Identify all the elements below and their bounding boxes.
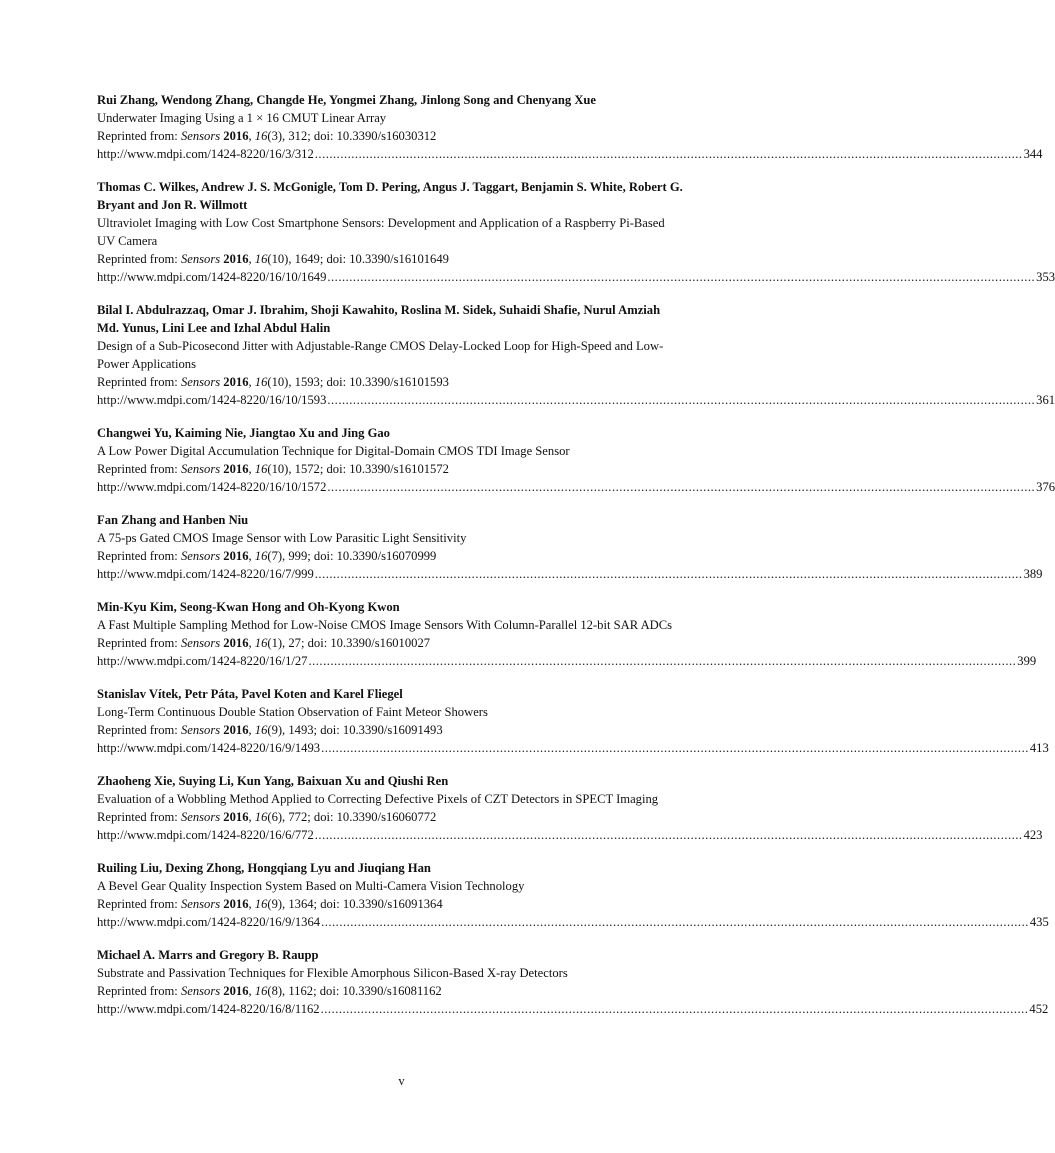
entry-url[interactable]: http://www.mdpi.com/1424-8220/16/7/999 [97, 567, 314, 581]
citation-rest: (10), 1649; doi: 10.3390/s16101649 [267, 252, 449, 266]
dot-leader: .................................................................................................................................................................................................. [314, 147, 1023, 161]
entry-page-number: 376 [1036, 480, 1055, 494]
dot-leader: .................................................................................................................................................................................................. [314, 567, 1023, 581]
entry-url-line [97, 268, 1055, 286]
reprint-prefix: Reprinted from: [97, 897, 181, 911]
reprint-prefix: Reprinted from: [97, 375, 181, 389]
entry-authors: Zhaoheng Xie, Suying Li, Kun Yang, Baixuan Xu and Qiushi Ren [97, 774, 449, 788]
journal-year: 2016 [223, 984, 249, 998]
toc-entry [97, 424, 1055, 496]
reprint-prefix: Reprinted from: [97, 810, 181, 824]
reprint-prefix: Reprinted from: [97, 252, 181, 266]
entry-page-number: 452 [1029, 1002, 1049, 1016]
entry-url-line [97, 652, 1037, 670]
toc-entry [97, 511, 1043, 583]
journal-year: 2016 [223, 129, 249, 143]
dot-leader: .................................................................................................................................................................................................. [327, 393, 1036, 407]
toc-entry [97, 772, 1043, 844]
entry-reprint-info: Reprinted from: Sensors 2016, 16(7), 999; doi: 10.3390/s16070999 [97, 549, 437, 563]
entry-title: Substrate and Passivation Techniques for Flexible Amorphous Silicon-Based X-ray Detectors [97, 966, 568, 980]
entry-url[interactable]: http://www.mdpi.com/1424-8220/16/9/1364 [97, 915, 321, 929]
entry-title: Long-Term Continuous Double Station Observation of Faint Meteor Showers [97, 705, 488, 719]
entry-page-number: 389 [1023, 567, 1043, 581]
reprint-prefix: Reprinted from: [97, 723, 181, 737]
entry-url-line [97, 391, 1055, 409]
page-number: v [398, 1074, 405, 1088]
entry-reprint-info: Reprinted from: Sensors 2016, 16(6), 772; doi: 10.3390/s16060772 [97, 810, 437, 824]
toc-entry [97, 859, 1049, 931]
entry-authors: Fan Zhang and Hanben Niu [97, 513, 249, 527]
toc-entry [97, 598, 1037, 670]
entry-reprint-info: Reprinted from: Sensors 2016, 16(3), 312; doi: 10.3390/s16030312 [97, 129, 437, 143]
entry-authors: Min-Kyu Kim, Seong-Kwan Hong and Oh-Kyong Kwon [97, 600, 400, 614]
entry-page-number: 413 [1029, 741, 1049, 755]
entry-reprint-info: Reprinted from: Sensors 2016, 16(10), 1649; doi: 10.3390/s16101649 [97, 252, 449, 266]
entry-title: Ultraviolet Imaging with Low Cost Smartphone Sensors: Development and Application of a Raspberry Pi-Based UV Camera [97, 216, 665, 248]
entry-page-number: 423 [1023, 828, 1043, 842]
journal-volume: 16 [254, 897, 268, 911]
journal-year: 2016 [223, 252, 249, 266]
toc-entry [97, 946, 1049, 1018]
toc-entry [97, 301, 1055, 409]
journal-volume: 16 [254, 810, 268, 824]
dot-leader: .................................................................................................................................................................................................. [320, 1002, 1029, 1016]
entry-reprint-info: Reprinted from: Sensors 2016, 16(9), 1364; doi: 10.3390/s16091364 [97, 897, 443, 911]
entry-authors: Rui Zhang, Wendong Zhang, Changde He, Yongmei Zhang, Jinlong Song and Chenyang Xue [97, 93, 597, 107]
entry-url[interactable]: http://www.mdpi.com/1424-8220/16/10/1649 [97, 270, 327, 284]
entry-title: A Low Power Digital Accumulation Technique for Digital-Domain CMOS TDI Image Sensor [97, 444, 570, 458]
citation-rest: (10), 1593; doi: 10.3390/s16101593 [267, 375, 449, 389]
reprint-prefix: Reprinted from: [97, 129, 181, 143]
entry-url[interactable]: http://www.mdpi.com/1424-8220/16/9/1493 [97, 741, 321, 755]
journal-name: Sensors [180, 462, 221, 476]
journal-volume: 16 [254, 723, 268, 737]
entry-title: Underwater Imaging Using a 1 × 16 CMUT Linear Array [97, 111, 387, 125]
journal-name: Sensors [180, 129, 221, 143]
journal-name: Sensors [180, 897, 221, 911]
journal-year: 2016 [223, 810, 249, 824]
journal-volume: 16 [254, 252, 268, 266]
citation-rest: (10), 1572; doi: 10.3390/s16101572 [267, 462, 449, 476]
entry-url-line [97, 1000, 1049, 1018]
citation-rest: (9), 1364; doi: 10.3390/s16091364 [267, 897, 443, 911]
entry-url[interactable]: http://www.mdpi.com/1424-8220/16/10/1572 [97, 480, 327, 494]
entry-url[interactable]: http://www.mdpi.com/1424-8220/16/6/772 [97, 828, 314, 842]
journal-name: Sensors [180, 375, 221, 389]
entry-reprint-info: Reprinted from: Sensors 2016, 16(9), 1493; doi: 10.3390/s16091493 [97, 723, 443, 737]
journal-volume: 16 [254, 129, 268, 143]
entry-page-number: 435 [1029, 915, 1049, 929]
toc-entry [97, 685, 1049, 757]
entry-authors: Thomas C. Wilkes, Andrew J. S. McGonigle, Tom D. Pering, Angus J. Taggart, Benjamin S. White, Robert G. Bryant and Jon R. Willmott [97, 180, 683, 212]
journal-year: 2016 [223, 723, 249, 737]
entry-authors: Stanislav Vítek, Petr Páta, Pavel Koten and Karel Fliegel [97, 687, 403, 701]
journal-year: 2016 [223, 375, 249, 389]
entry-authors: Ruiling Liu, Dexing Zhong, Hongqiang Lyu and Jiuqiang Han [97, 861, 431, 875]
table-of-contents [97, 91, 1055, 1033]
entry-page-number: 399 [1017, 654, 1037, 668]
citation-rest: (7), 999; doi: 10.3390/s16070999 [267, 549, 437, 563]
reprint-prefix: Reprinted from: [97, 636, 181, 650]
journal-name: Sensors [180, 549, 221, 563]
toc-entry [97, 91, 1043, 163]
citation-rest: (6), 772; doi: 10.3390/s16060772 [267, 810, 437, 824]
citation-rest: (8), 1162; doi: 10.3390/s16081162 [267, 984, 442, 998]
entry-authors: Michael A. Marrs and Gregory B. Raupp [97, 948, 319, 962]
entry-title: Design of a Sub-Picosecond Jitter with Adjustable-Range CMOS Delay-Locked Loop for High-Speed and Low-Power Applications [97, 339, 664, 371]
entry-url[interactable]: http://www.mdpi.com/1424-8220/16/1/27 [97, 654, 308, 668]
dot-leader: .................................................................................................................................................................................................. [314, 828, 1023, 842]
toc-entry [97, 178, 1055, 286]
dot-leader: .................................................................................................................................................................................................. [321, 915, 1029, 929]
entry-url[interactable]: http://www.mdpi.com/1424-8220/16/3/312 [97, 147, 314, 161]
entry-authors: Bilal I. Abdulrazzaq, Omar J. Ibrahim, Shoji Kawahito, Roslina M. Sidek, Suhaidi Shafie, Nurul Amziah Md. Yunus, Lini Lee and Izhal Abdul Halin [97, 303, 661, 335]
journal-volume: 16 [254, 636, 268, 650]
entry-page-number: 361 [1036, 393, 1055, 407]
entry-page-number: 344 [1023, 147, 1043, 161]
entry-title: A Bevel Gear Quality Inspection System Based on Multi-Camera Vision Technology [97, 879, 525, 893]
entry-title: Evaluation of a Wobbling Method Applied to Correcting Defective Pixels of CZT Detectors in SPECT Imaging [97, 792, 659, 806]
journal-volume: 16 [254, 549, 268, 563]
journal-year: 2016 [223, 549, 249, 563]
citation-rest: (9), 1493; doi: 10.3390/s16091493 [267, 723, 443, 737]
entry-reprint-info: Reprinted from: Sensors 2016, 16(8), 1162; doi: 10.3390/s16081162 [97, 984, 442, 998]
entry-url-line [97, 739, 1049, 757]
journal-name: Sensors [180, 723, 221, 737]
reprint-prefix: Reprinted from: [97, 984, 181, 998]
journal-year: 2016 [223, 897, 249, 911]
entry-reprint-info: Reprinted from: Sensors 2016, 16(10), 1572; doi: 10.3390/s16101572 [97, 462, 449, 476]
dot-leader: .................................................................................................................................................................................................. [321, 741, 1029, 755]
entry-url-line [97, 826, 1043, 844]
entry-url-line [97, 478, 1055, 496]
dot-leader: .................................................................................................................................................................................................. [327, 270, 1036, 284]
journal-name: Sensors [180, 252, 221, 266]
journal-volume: 16 [254, 375, 268, 389]
citation-rest: (1), 27; doi: 10.3390/s16010027 [267, 636, 431, 650]
journal-name: Sensors [180, 984, 221, 998]
journal-name: Sensors [180, 810, 221, 824]
citation-rest: (3), 312; doi: 10.3390/s16030312 [267, 129, 437, 143]
journal-year: 2016 [223, 636, 249, 650]
entry-url[interactable]: http://www.mdpi.com/1424-8220/16/10/1593 [97, 393, 327, 407]
entry-reprint-info: Reprinted from: Sensors 2016, 16(1), 27; doi: 10.3390/s16010027 [97, 636, 431, 650]
journal-name: Sensors [180, 636, 221, 650]
journal-volume: 16 [254, 984, 268, 998]
entry-title: A 75-ps Gated CMOS Image Sensor with Low Parasitic Light Sensitivity [97, 531, 467, 545]
journal-volume: 16 [254, 462, 268, 476]
reprint-prefix: Reprinted from: [97, 462, 181, 476]
dot-leader: .................................................................................................................................................................................................. [308, 654, 1017, 668]
entry-url[interactable]: http://www.mdpi.com/1424-8220/16/8/1162 [97, 1002, 320, 1016]
entry-authors: Changwei Yu, Kaiming Nie, Jiangtao Xu and Jing Gao [97, 426, 390, 440]
entry-title: A Fast Multiple Sampling Method for Low-Noise CMOS Image Sensors With Column-Parallel 12-bit SAR ADCs [97, 618, 673, 632]
journal-year: 2016 [223, 462, 249, 476]
entry-reprint-info: Reprinted from: Sensors 2016, 16(10), 1593; doi: 10.3390/s16101593 [97, 375, 449, 389]
reprint-prefix: Reprinted from: [97, 549, 181, 563]
entry-url-line [97, 565, 1043, 583]
dot-leader: .................................................................................................................................................................................................. [327, 480, 1036, 494]
entry-url-line [97, 913, 1049, 931]
entry-url-line [97, 145, 1043, 163]
entry-page-number: 353 [1036, 270, 1055, 284]
